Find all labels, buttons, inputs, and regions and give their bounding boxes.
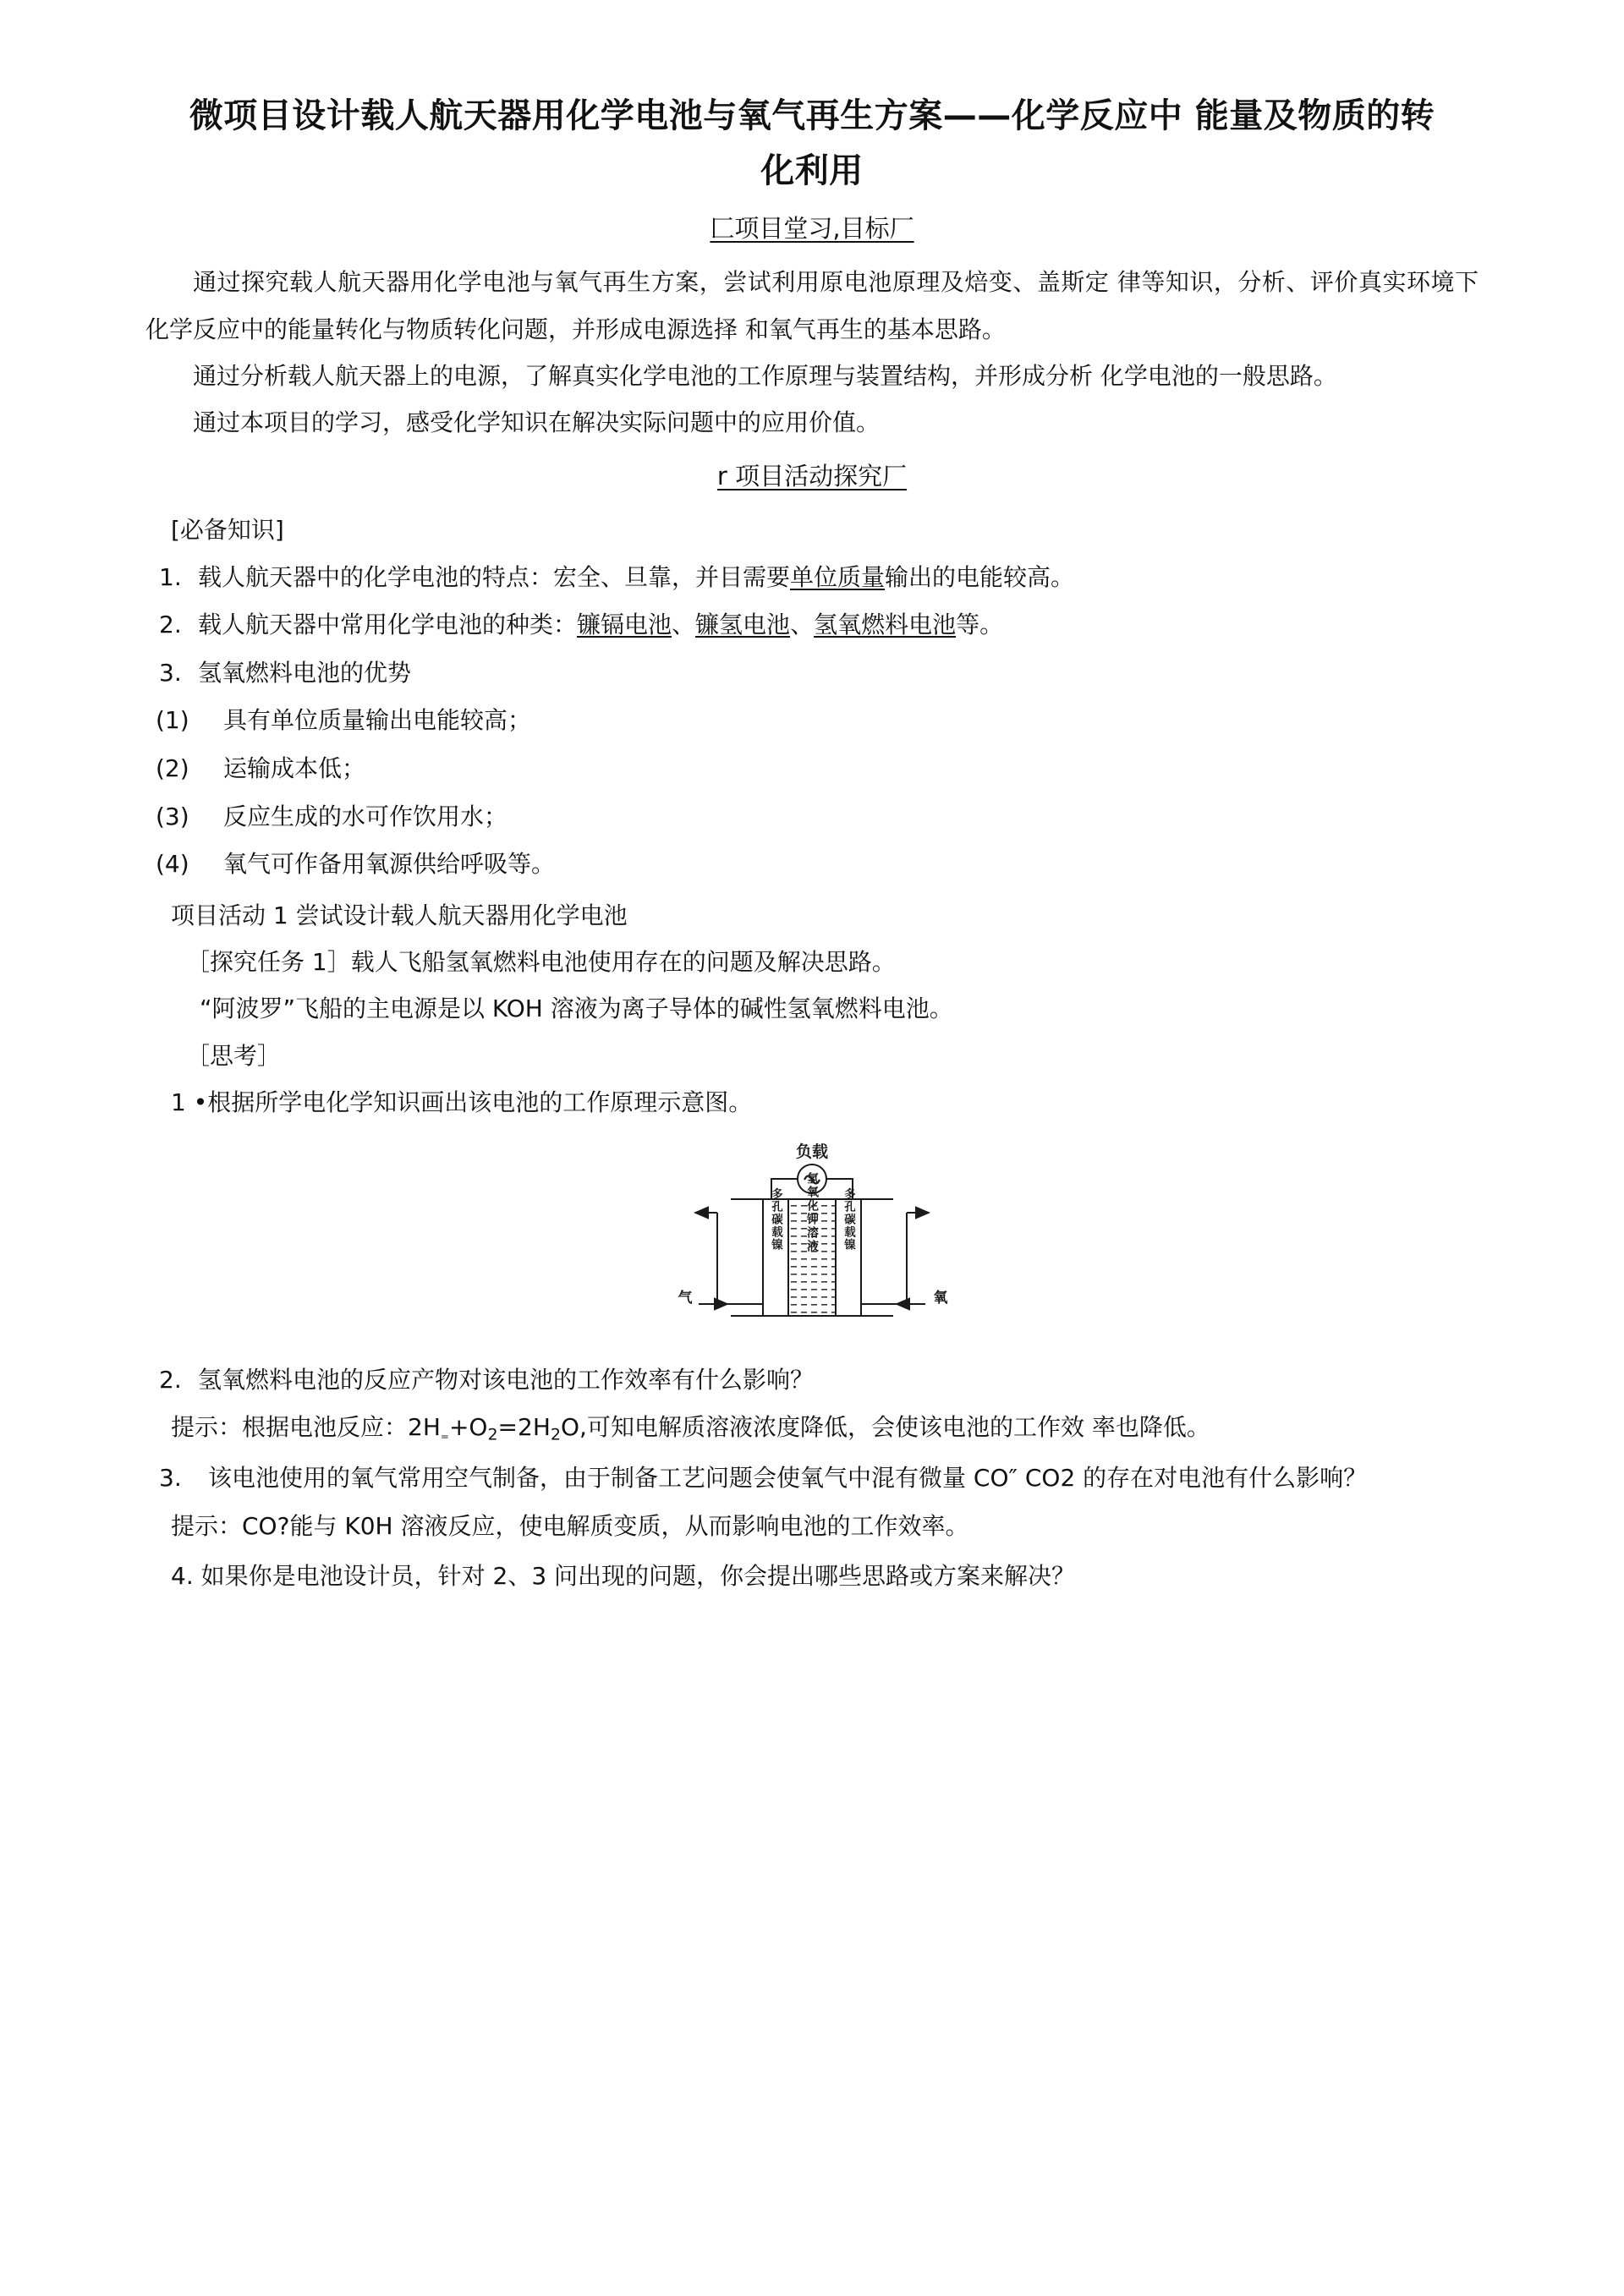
objectives-heading-text: 匚项目堂习,目标厂 <box>710 213 914 243</box>
knowledge-item-1-marker: 1. <box>159 562 182 591</box>
question-2-marker: 2. <box>159 1365 182 1394</box>
knowledge-item-2-text <box>198 601 1479 649</box>
knowledge-item-2-post: 等。 <box>956 611 1004 639</box>
advantage-item-3 <box>145 793 1479 841</box>
eq-part-3: 2 <box>487 1425 498 1444</box>
electrolyte-label: 氢氧化钾溶液 <box>805 1171 819 1253</box>
knowledge-item-1-pre: 载人航天器中的化学电池的特点：宏全、旦靠，并目需要 <box>198 562 791 591</box>
eq-part-6: O <box>561 1413 580 1442</box>
required-knowledge-label: [必备知识] <box>171 516 284 545</box>
answer-3-line: 提示：CO?能与 K0H 溶液反应，使电解质变质，从而影响电池的工作效率。 <box>171 1511 969 1540</box>
project-activity-block <box>145 892 1479 1126</box>
answer-2-prefix: 提示：根据电池反应： <box>171 1413 409 1442</box>
question-2-block <box>145 1356 1479 1452</box>
objectives-body <box>145 259 1479 447</box>
knowledge-item-3 <box>145 649 1479 698</box>
eq-part-2: +O <box>448 1413 488 1442</box>
battery-sep-1: 、 <box>672 611 696 639</box>
answer-2-line <box>145 1404 1479 1451</box>
objective-paragraph-3: 通过本项目的学习，感受化学知识在解决实际问题中的应用价值。 <box>193 408 881 437</box>
battery-type-3: 氢氧燃料电池 <box>814 611 957 639</box>
knowledge-item-2 <box>145 601 1479 649</box>
eq-part-7: , <box>579 1413 587 1442</box>
question-1-line: 1 •根据所学电化学知识画出该电池的工作原理示意图。 <box>171 1088 753 1117</box>
title-line-2: 能量及物质的转化利用 <box>760 96 1435 190</box>
objective-paragraph-1: 通过探究载人航天器用化学电池与氧气再生方案，尝试利用原电池原理及焙变、盖斯定 律等知识，分析、评价真实环境下化学反应中的能量转化与物质转化问题，并形成电源选择 和氧气再生的基本思路。 <box>145 268 1479 343</box>
left-electrode-label: 多孔碳载镍 <box>769 1187 782 1252</box>
advantage-item-3-text: 反应生成的水可作饮用水； <box>223 802 508 830</box>
page-title <box>145 89 1479 199</box>
advantage-item-2-text: 运输成本低； <box>223 753 366 782</box>
objectives-section-heading <box>145 211 1479 248</box>
explore-task-line: ［探究任务 1］载人飞船氢氧燃料电池使用存在的问题及解决思路。 <box>186 948 896 977</box>
objective-paragraph-2: 通过分析载人航天器上的电源，了解真实化学电池的工作原理与装置结构，并形成分析 化学电池的一般思路。 <box>193 361 1337 390</box>
knowledge-item-1 <box>145 554 1479 602</box>
advantage-item-1-marker: (1) <box>156 706 189 735</box>
load-label: 负载 <box>795 1142 829 1161</box>
eq-part-4: =2H <box>497 1413 551 1442</box>
knowledge-item-1-text <box>198 554 1479 602</box>
battery-type-1: 镰镉电池 <box>577 611 672 639</box>
question-2 <box>145 1356 1479 1405</box>
think-label: ［思考］ <box>186 1041 282 1070</box>
question-3-block <box>145 1455 1479 1549</box>
battery-sep-2: 、 <box>790 611 815 639</box>
activity-section-heading <box>145 458 1479 496</box>
question-3-text: 该电池使用的氧气常用空气制备，由于制备工艺问题会使氧气中混有微量 CO″ CO2 的存在对电池有什么影响？ <box>208 1464 1368 1493</box>
advantage-item-4-marker: (4) <box>156 850 189 879</box>
left-gas-label: 气 <box>678 1289 693 1307</box>
knowledge-item-2-marker: 2. <box>159 611 182 639</box>
knowledge-item-1-underlined: 单位质量 <box>790 562 886 591</box>
question-3-marker: 3. <box>159 1464 182 1493</box>
advantage-item-4 <box>145 841 1479 889</box>
right-gas-pipe <box>861 1213 907 1316</box>
activity-heading-line: 项目活动 1 尝试设计载人航天器用化学电池 <box>171 901 628 929</box>
advantage-item-4-text: 氧气可作备用氧源供给呼吸等。 <box>223 850 556 879</box>
knowledge-item-3-marker: 3. <box>159 658 182 687</box>
battery-type-2: 镰氢电池 <box>695 611 791 639</box>
advantage-item-2 <box>145 745 1479 793</box>
knowledge-item-1-post: 输出的电能较高。 <box>885 562 1075 591</box>
apollo-background-line: “阿波罗”飞船的主电源是以 KOH 溶液为离子导体的碱性氢氧燃料电池。 <box>200 995 953 1023</box>
eq-part-5: 2 <box>550 1425 561 1444</box>
answer-2-suffix: 可知电解质溶液浓度降低，会使该电池的工作效 率也降低。 <box>586 1413 1210 1442</box>
right-electrode-label: 多孔碳载镍 <box>842 1187 855 1252</box>
right-gas-label: 氧 <box>933 1289 948 1307</box>
question-3 <box>145 1455 1479 1503</box>
fuel-cell-diagram <box>668 1142 956 1334</box>
reaction-equation <box>408 1413 587 1444</box>
required-knowledge-block <box>145 507 1479 888</box>
fuel-cell-schematic-svg <box>668 1142 956 1334</box>
advantage-item-3-marker: (3) <box>156 802 189 830</box>
advantage-item-1-text: 具有单位质量输出电能较高； <box>223 706 532 735</box>
question-4-line: 4. 如果你是电池设计员，针对 2、3 问出现的问题，你会提出哪些思路或方案来解决？ <box>171 1562 1076 1591</box>
question-2-text: 氢氧燃料电池的反应产物对该电池的工作效率有什么影响？ <box>198 1365 815 1394</box>
activity-heading-text: r 项目活动探究厂 <box>716 461 908 490</box>
knowledge-item-2-pre: 载人航天器中常用化学电池的种类： <box>198 611 578 639</box>
title-line-1: 微项目设计载人航天器用化学电池与氧气再生方案——化学反应中 <box>189 96 1183 135</box>
eq-part-1: ₌ <box>440 1425 449 1444</box>
knowledge-item-3-text: 氢氧燃料电池的优势 <box>198 658 412 687</box>
eq-part-0: 2H <box>408 1413 441 1442</box>
advantage-item-2-marker: (2) <box>156 753 189 782</box>
advantage-item-1 <box>145 697 1479 745</box>
fuel-cell-figure-wrap <box>145 1142 1479 1334</box>
left-gas-pipe <box>717 1213 763 1316</box>
